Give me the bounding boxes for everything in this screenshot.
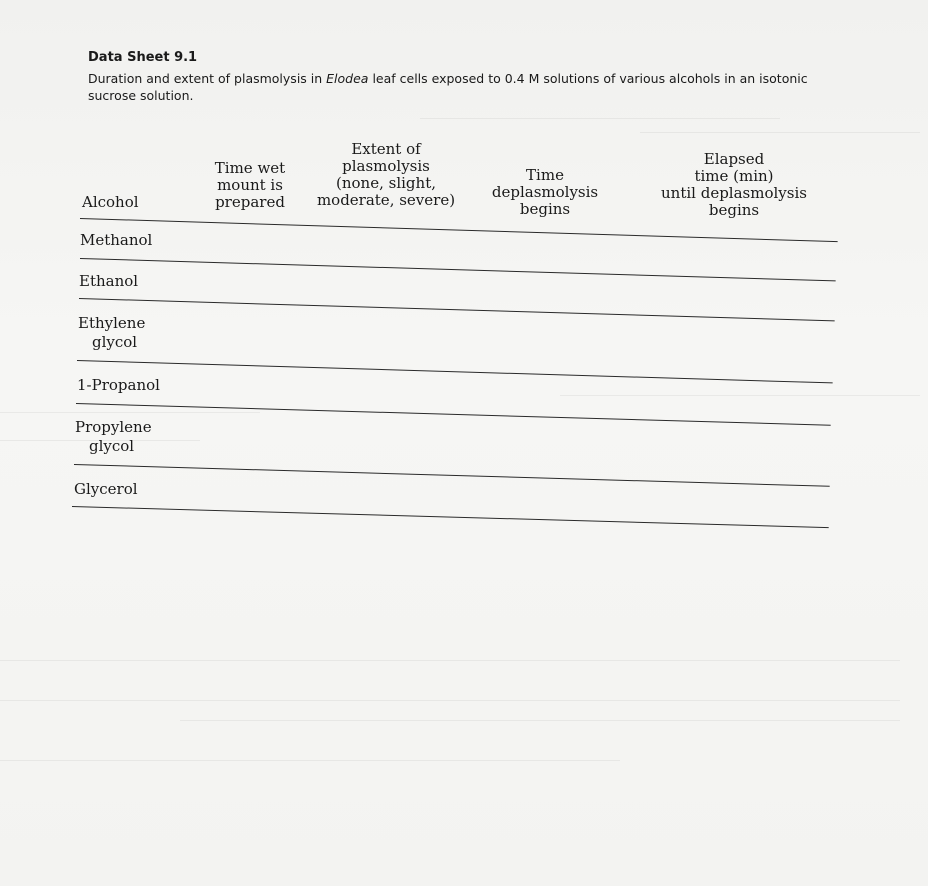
header-line: Extent of	[351, 140, 421, 158]
sheet-title: Data Sheet 9.1	[88, 50, 198, 65]
row-label-line: Glycerol	[74, 480, 138, 498]
row-label-line: Propylene	[75, 418, 152, 436]
show-through-line	[640, 132, 920, 133]
row-rule	[72, 506, 829, 528]
header-line: plasmolysis	[342, 157, 430, 175]
header-line: Elapsed	[703, 150, 765, 168]
sheet-caption	[88, 70, 858, 104]
header-line: prepared	[215, 193, 285, 211]
row-label-line: Ethanol	[79, 272, 139, 290]
caption-suffix: leaf cells exposed to 0.4 M solutions of various alcohols in an isotonic sucrose solution.	[88, 71, 808, 103]
caption-prefix: Duration and extent of plasmolysis in	[88, 71, 327, 86]
row-label-glycerol	[74, 480, 138, 499]
row-rule	[76, 403, 831, 426]
row-rule	[77, 360, 833, 383]
header-line: deplasmolysis	[491, 183, 599, 201]
header-wet-mount	[208, 160, 292, 211]
header-deplasmolysis	[482, 167, 608, 218]
show-through-line	[560, 395, 920, 396]
header-line: moderate, severe)	[316, 191, 456, 209]
header-line: Time	[526, 166, 564, 184]
row-label-ethylene-glycol	[78, 314, 145, 352]
header-line: begins	[519, 200, 571, 218]
show-through-line	[180, 720, 900, 721]
show-through-line	[0, 760, 620, 761]
header-elapsed	[644, 151, 824, 219]
show-through-line	[0, 412, 260, 413]
row-label-line: Ethylene	[78, 314, 146, 332]
header-line: (none, slight,	[336, 174, 436, 192]
show-through-line	[0, 660, 900, 661]
header-line: Time wet	[214, 159, 286, 177]
header-line: time (min)	[694, 167, 774, 185]
row-label-1-propanol	[77, 376, 160, 395]
row-label-line: 1-Propanol	[77, 376, 160, 394]
show-through-line	[420, 118, 780, 119]
header-line: until deplasmolysis	[661, 184, 807, 202]
row-rule	[79, 298, 835, 321]
row-label-line: glycol	[89, 437, 135, 455]
row-label-ethanol	[79, 272, 138, 291]
header-line: mount is	[217, 176, 283, 194]
row-label-methanol	[80, 231, 152, 250]
caption-species: Elodea	[326, 71, 369, 86]
header-extent	[306, 141, 466, 209]
header-line: begins	[708, 201, 760, 219]
row-label-propylene-glycol	[75, 418, 152, 456]
header-alcohol: Alcohol	[82, 193, 139, 211]
row-rule	[74, 464, 830, 487]
row-rule	[80, 258, 836, 281]
row-label-line: glycol	[92, 333, 138, 351]
show-through-line	[0, 700, 900, 701]
header-rule	[80, 218, 838, 242]
row-label-line: Methanol	[80, 231, 153, 249]
